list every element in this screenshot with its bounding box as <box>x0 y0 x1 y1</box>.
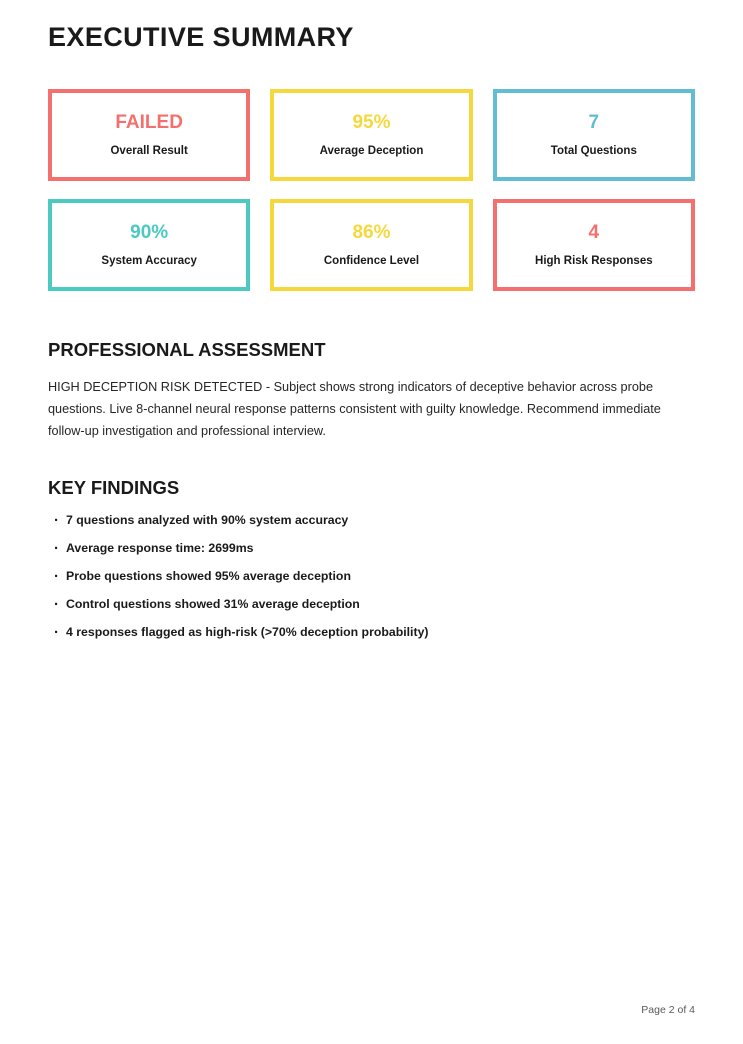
list-item: · 7 questions analyzed with 90% system accuracy <box>48 513 695 527</box>
metric-card-confidence-level <box>270 199 472 291</box>
metric-label: System Accuracy <box>101 255 197 268</box>
page-footer: Page 2 of 4 <box>641 1004 695 1016</box>
assessment-body: HIGH DECEPTION RISK DETECTED - Subject shows strong indicators of deceptive behavior across probe questions. Live 8-channel neural response patterns consistent with guilty knowledge. Recommend immediate follow-up investigation and professional interview. <box>48 380 661 438</box>
metric-card-total-questions <box>493 89 695 181</box>
metric-value: FAILED <box>115 111 183 133</box>
list-item: · Average response time: 2699ms <box>48 541 695 555</box>
metrics-grid <box>48 89 695 291</box>
metric-card-average-deception <box>270 89 472 181</box>
metric-label: Average Deception <box>319 145 424 158</box>
professional-assessment-section <box>48 339 695 443</box>
list-item: · Control questions showed 31% average deception <box>48 597 695 611</box>
metric-card-overall-result <box>48 89 250 181</box>
metric-label: High Risk Responses <box>535 255 653 268</box>
metric-value: 86% <box>352 221 391 243</box>
metric-label: Confidence Level <box>323 255 420 268</box>
metric-value: 4 <box>588 221 600 243</box>
metric-value: 95% <box>352 111 391 133</box>
key-findings-section <box>48 477 695 639</box>
assessment-heading: PROFESSIONAL ASSESSMENT <box>48 339 326 360</box>
metric-label: Total Questions <box>550 145 637 158</box>
metric-value: 90% <box>130 221 169 243</box>
metric-card-high-risk-responses <box>493 199 695 291</box>
metric-card-system-accuracy <box>48 199 250 291</box>
metric-value: 7 <box>588 111 600 133</box>
metric-label: Overall Result <box>110 145 188 158</box>
findings-list <box>48 513 695 639</box>
page-title: EXECUTIVE SUMMARY <box>48 22 354 52</box>
list-item: · Probe questions showed 95% average deception <box>48 569 695 583</box>
list-item: · 4 responses flagged as high-risk (>70% deception probability) <box>48 625 695 639</box>
findings-heading: KEY FINDINGS <box>48 476 180 498</box>
